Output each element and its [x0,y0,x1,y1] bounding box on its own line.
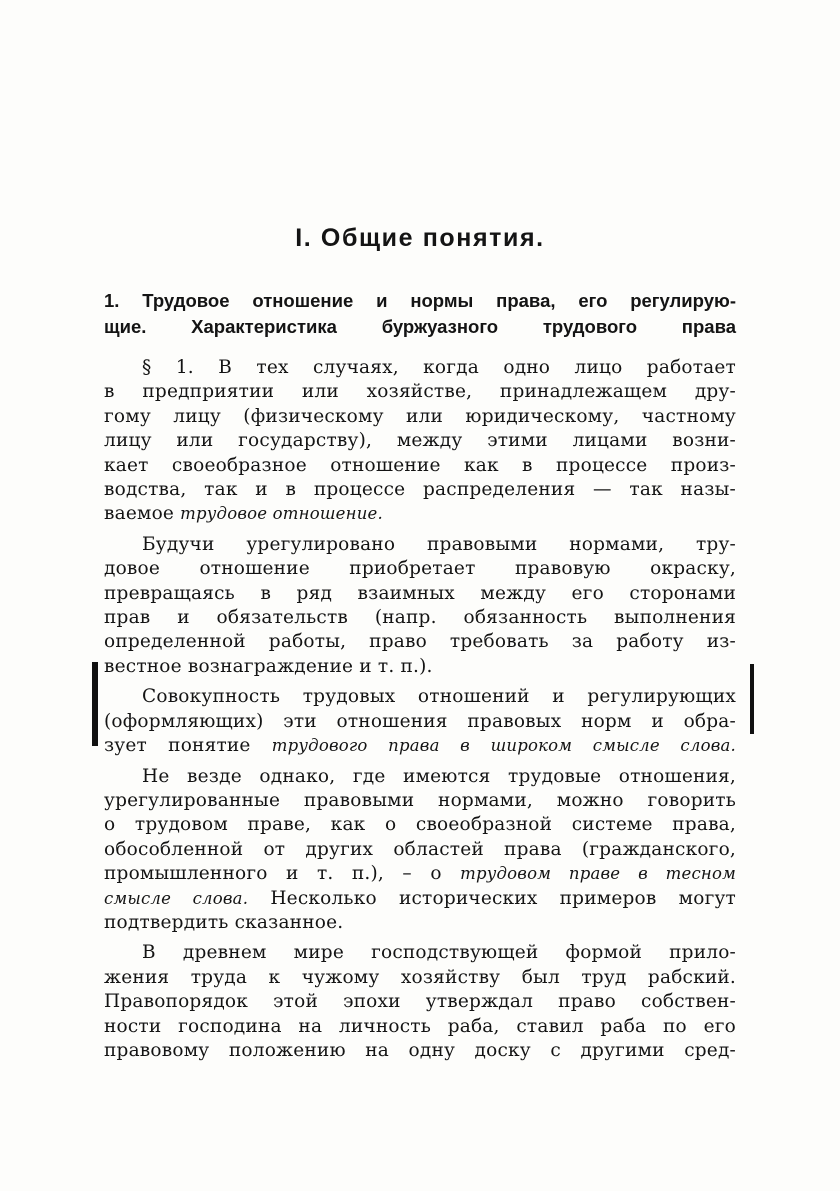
text-line: (оформляющих) эти отношения правовых норм и обра- [104,710,736,732]
paragraph-3 [104,685,736,758]
text-line: В древнем мире господствующей формой прило- [142,942,736,964]
text-line: лицу или государству), между этими лицами возни- [104,430,736,452]
text-line-mixed [104,862,736,886]
body-text [104,356,736,1069]
text-line: превращаясь в ряд взаимных между его сторонами [104,582,736,604]
text-line: правовому положению на одну доску с другими сред- [104,1039,736,1061]
text-line: § 1. В тех случаях, когда одно лицо работает [142,357,736,378]
text-line: жения труда к чужому хозяйству был труд рабский. [104,966,736,988]
section-heading-line-1: 1. Трудовое отношение и нормы права, его регулирую- [104,290,736,311]
text-line: ности господина на личность раба, ставил раба по его [104,1015,736,1037]
margin-mark-right [750,664,754,734]
italic-term: смысле слова. [104,888,249,908]
text-line-last [104,502,736,526]
paragraph-5 [104,941,736,1063]
section-heading [104,288,736,340]
italic-term: трудовом праве в тесном [460,864,737,884]
text-segment: промышленного и т. п.), – о трудовом праве в тесном [104,863,737,885]
text-line: Совокупность трудовых отношений и регулирующих [142,686,736,708]
paragraph-2 [104,533,736,679]
paragraph-1 [104,356,736,527]
text-line-mixed [104,887,736,911]
margin-mark-left [92,662,98,746]
text-line: Правопорядок этой эпохи утверждал право собствен- [104,991,736,1013]
italic-term: трудовое отношение. [180,504,383,524]
text-line-last [104,734,736,758]
text-line: Не везде однако, где имеются трудовые отношения, [142,765,736,787]
section-heading-line-2: щие. Характеристика буржуазного трудового права [104,316,736,337]
text-line: кает своеобразное отношение как в процессе произ- [104,454,736,476]
text-line: в предприятии или хозяйстве, принадлежащем дру- [104,381,736,403]
text-line: определенной работы, право требовать за работу из- [104,631,736,653]
italic-term: трудового права в широком смысле слова. [271,736,736,756]
text-segment: ваемое [104,503,181,525]
chapter-title: I. Общие понятия. [295,224,545,252]
text-line: о трудовом праве, как о своеобразной системе права, [104,814,736,836]
text-segment: зует понятие [104,735,272,757]
text-line-last: вестное вознаграждение и т. п.). [104,655,433,677]
text-line: Будучи урегулировано правовыми нормами, тру- [142,533,736,555]
text-line: прав и обязательств (напр. обязанность выполнения [104,607,736,629]
text-line: довое отношение приобретает правовую окраску, [104,558,736,580]
paragraph-4 [104,765,736,936]
text-segment: смысле слова. Несколько исторических примеров могут [104,887,736,909]
text-line-last: подтвердить сказанное. [104,911,344,933]
text-line: обособленной от других областей права (гражданского, [104,838,736,860]
text-line: гому лицу (физическому или юридическому, частному [104,405,736,427]
text-line: урегулированные правовыми нормами, можно говорить [104,789,736,811]
text-line: водства, так и в процессе распределения — так назы- [104,479,736,501]
